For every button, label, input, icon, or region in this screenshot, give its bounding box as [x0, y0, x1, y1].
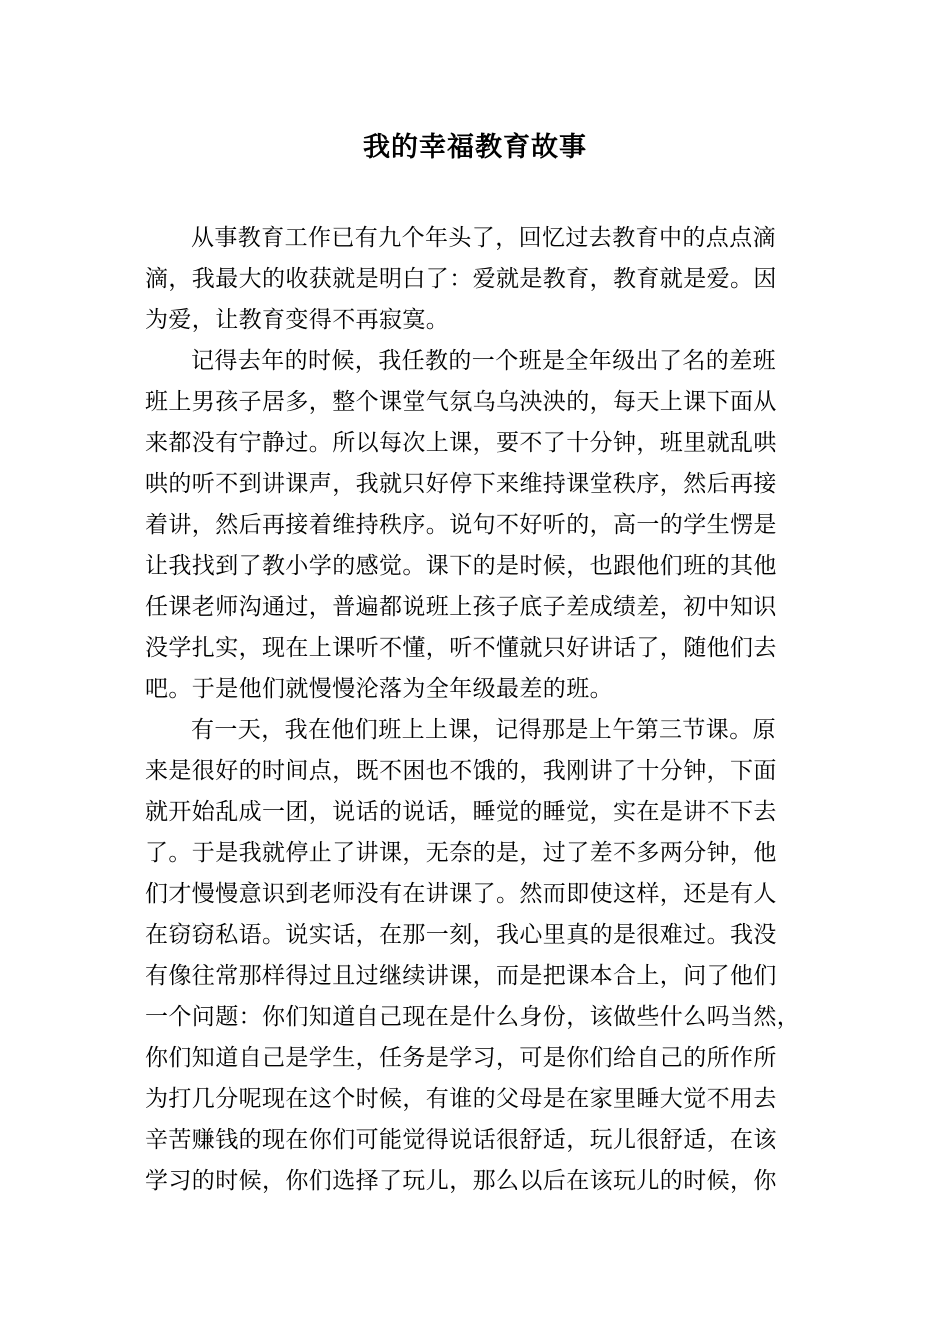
- text-line: 任课老师沟通过，普遍都说班上孩子底子差成绩差，初中知识: [145, 594, 777, 620]
- text-line: 滴，我最大的收获就是明白了：爱就是教育，教育就是爱。因: [145, 266, 777, 292]
- text-line: 你们知道自己是学生，任务是学习，可是你们给自己的所作所: [145, 1045, 777, 1071]
- text-line: 有一天，我在他们班上上课，记得那是上午第三节课。原: [191, 717, 776, 743]
- text-line: 就开始乱成一团，说话的说话，睡觉的睡觉，实在是讲不下去: [145, 799, 777, 825]
- text-line: 哄的听不到讲课声，我就只好停下来维持课堂秩序，然后再接: [145, 471, 777, 497]
- text-line: 为爱，让教育变得不再寂寞。: [145, 307, 450, 333]
- text-line: 学习的时候，你们选择了玩儿，那么以后在该玩儿的时候，你: [145, 1168, 777, 1194]
- text-line: 为打几分呢现在这个时候，有谁的父母是在家里睡大觉不用去: [145, 1086, 777, 1112]
- text-line: 从事教育工作已有九个年头了，回忆过去教育中的点点滴: [191, 225, 776, 251]
- text-line: 们才慢慢意识到老师没有在讲课了。然而即使这样，还是有人: [145, 881, 777, 907]
- text-line: 着讲，然后再接着维持秩序。说句不好听的，高一的学生愣是: [145, 512, 777, 538]
- text-line: 有像往常那样得过且过继续讲课，而是把课本合上，问了他们: [145, 963, 777, 989]
- text-line: 来都没有宁静过。所以每次上课，要不了十分钟，班里就乱哄: [145, 430, 777, 456]
- text-line: 没学扎实，现在上课听不懂，听不懂就只好讲话了，随他们去: [145, 635, 777, 661]
- text-line: 让我找到了教小学的感觉。课下的是时候，也跟他们班的其他: [145, 553, 777, 579]
- text-line: 来是很好的时间点，既不困也不饿的，我刚讲了十分钟，下面: [145, 758, 777, 784]
- document-title: 我的幸福教育故事: [363, 132, 587, 163]
- document-body: [145, 218, 810, 1202]
- text-line: 了。于是我就停止了讲课，无奈的是，过了差不多两分钟，他: [145, 840, 777, 866]
- text-line: 记得去年的时候，我任教的一个班是全年级出了名的差班: [191, 348, 776, 374]
- text-line: 吧。于是他们就慢慢沦落为全年级最差的班。: [145, 676, 613, 702]
- text-line: 一个问题：你们知道自己现在是什么身份，该做些什么吗当然，: [145, 1004, 801, 1030]
- text-line: 在窃窃私语。说实话，在那一刻，我心里真的是很难过。我没: [145, 922, 777, 948]
- text-line: 辛苦赚钱的现在你们可能觉得说话很舒适，玩儿很舒适，在该: [145, 1127, 777, 1153]
- text-line: 班上男孩子居多，整个课堂气氛乌乌泱泱的，每天上课下面从: [145, 389, 777, 415]
